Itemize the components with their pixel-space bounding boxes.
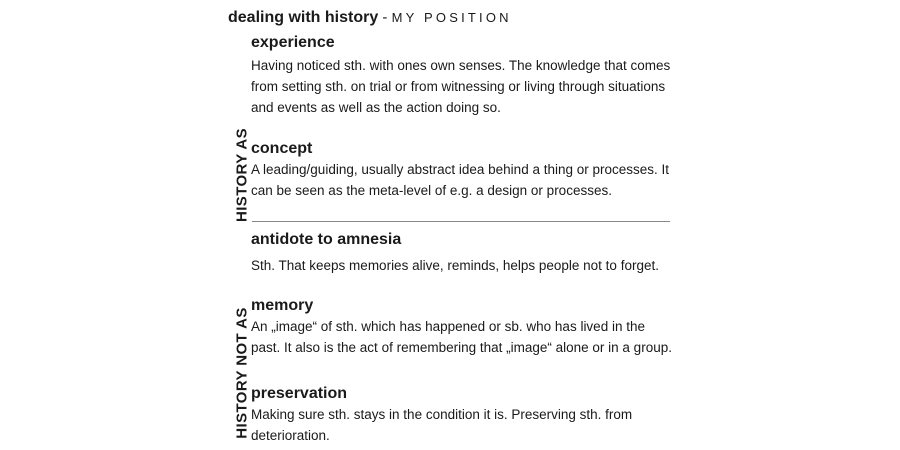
- section-label-history-as: HISTORY AS: [233, 127, 251, 223]
- title-subtitle: MY POSITION: [391, 10, 512, 25]
- entry-term: concept: [251, 140, 313, 157]
- entry-term: preservation: [251, 385, 348, 402]
- page-title: [228, 8, 512, 28]
- entry-definition: An „image“ of sth. which has happened or sb. who has lived in the past. It also is the act of remembering that „image“ alone or in a group.: [251, 319, 672, 355]
- title-separator: -: [378, 9, 392, 26]
- entry-definition: Making sure sth. stays in the condition it is. Preserving sth. from deterioration.: [251, 407, 633, 443]
- entry-term: memory: [251, 297, 314, 314]
- section-divider: [252, 221, 670, 222]
- entry-memory: [251, 296, 676, 358]
- entry-term: antidote to amnesia: [251, 231, 402, 248]
- section-label-history-not-as: HISTORY NOT AS: [233, 307, 251, 439]
- entry-experience: [251, 33, 676, 118]
- entry-definition: A leading/guiding, usually abstract idea behind a thing or processes. It can be seen as the meta-level of e.g. a design or processes.: [251, 162, 670, 198]
- entry-definition: Having noticed sth. with ones own senses. The knowledge that comes from setting sth. on trial or from witnessing or living through situations and events as well as the action doing so.: [251, 58, 671, 115]
- entry-concept: [251, 139, 676, 201]
- entry-definition: Sth. That keeps memories alive, reminds, helps people not to forget.: [251, 258, 659, 273]
- entry-term: experience: [251, 34, 335, 51]
- entry-preservation: [251, 384, 676, 446]
- entry-antidote-to-amnesia: [251, 230, 676, 276]
- title-main: dealing with history: [228, 9, 379, 26]
